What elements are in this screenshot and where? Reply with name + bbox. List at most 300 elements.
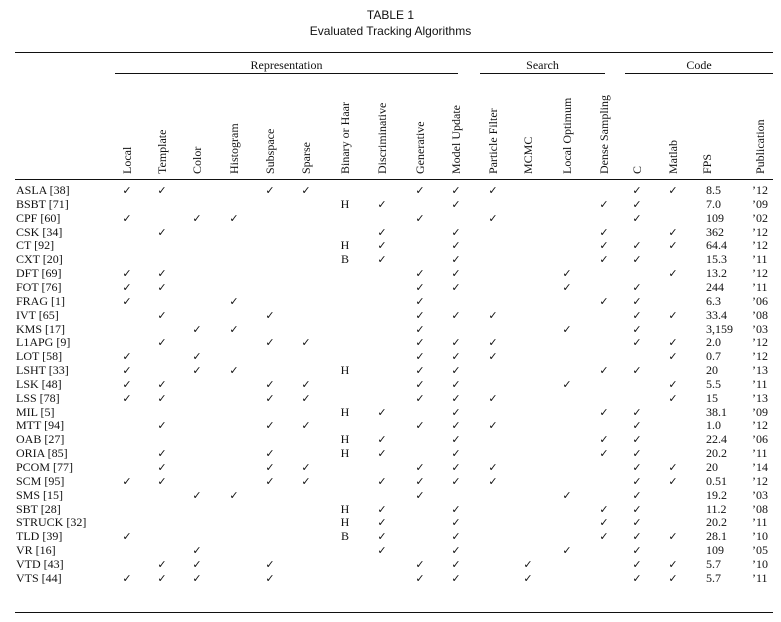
check-icon-histogram: ✓ [229, 294, 239, 308]
fps-value: 11.2 [706, 501, 727, 516]
check-icon-dense-sampling: ✓ [599, 225, 609, 239]
check-icon-matlab: ✓ [668, 225, 678, 239]
check-icon-local: ✓ [122, 377, 132, 391]
check-icon-local: ✓ [122, 391, 132, 405]
check-icon-template: ✓ [157, 377, 167, 391]
check-icon-generative: ✓ [415, 267, 425, 281]
check-icon-model-update: ✓ [451, 419, 461, 433]
check-icon-model-update: ✓ [451, 557, 461, 571]
row-name-vr: VR [16] [16, 543, 56, 558]
check-icon-local: ✓ [122, 294, 132, 308]
check-icon-discriminative: ✓ [377, 239, 387, 253]
group-rule-search [480, 73, 605, 74]
check-icon-c: ✓ [632, 502, 642, 516]
publication-year: ’11 [752, 252, 768, 267]
check-icon-dense-sampling: ✓ [599, 364, 609, 378]
check-icon-c: ✓ [632, 488, 642, 502]
check-icon-model-update: ✓ [451, 364, 461, 378]
check-icon-mcmc: ✓ [523, 571, 533, 585]
publication-year: ’11 [752, 446, 768, 461]
check-icon-subspace: ✓ [265, 557, 275, 571]
publication-year: ’14 [752, 460, 768, 474]
check-icon-sparse: ✓ [301, 474, 311, 488]
check-icon-c: ✓ [632, 461, 642, 474]
check-icon-matlab: ✓ [668, 461, 678, 474]
check-icon-local-optimum: ✓ [562, 544, 572, 558]
check-icon-model-update: ✓ [451, 530, 461, 544]
check-icon-c: ✓ [632, 294, 642, 308]
check-icon-template: ✓ [157, 447, 167, 461]
check-icon-particle-filter: ✓ [488, 211, 498, 225]
cell-binary-or-haar: B [340, 252, 349, 267]
check-icon-color: ✓ [192, 350, 202, 364]
check-icon-model-update: ✓ [451, 516, 461, 530]
check-icon-discriminative: ✓ [377, 405, 387, 419]
check-icon-matlab: ✓ [668, 571, 678, 585]
check-icon-local: ✓ [122, 474, 132, 488]
row-name-lsht: LSHT [33] [16, 363, 69, 378]
check-icon-template: ✓ [157, 336, 167, 350]
check-icon-c: ✓ [632, 530, 642, 544]
check-icon-local: ✓ [122, 211, 132, 225]
publication-year: ’08 [752, 501, 768, 516]
check-icon-color: ✓ [192, 322, 202, 336]
check-icon-subspace: ✓ [265, 391, 275, 405]
check-icon-local: ✓ [122, 280, 132, 294]
check-icon-c: ✓ [632, 516, 642, 530]
check-icon-matlab: ✓ [668, 557, 678, 571]
fps-value: 0.7 [706, 349, 721, 364]
check-icon-c: ✓ [632, 405, 642, 419]
check-icon-c: ✓ [632, 419, 642, 433]
row-name-cxt: CXT [20] [16, 252, 63, 267]
check-icon-histogram: ✓ [229, 488, 239, 502]
check-icon-color: ✓ [192, 557, 202, 571]
column-header-local: Local [120, 146, 134, 174]
check-icon-template: ✓ [157, 280, 167, 294]
publication-year: ’09 [752, 196, 768, 211]
publication-year: ’13 [752, 363, 768, 378]
check-icon-sparse: ✓ [301, 419, 311, 433]
row-name-frag: FRAG [1] [16, 293, 66, 308]
check-icon-generative: ✓ [415, 391, 425, 405]
check-icon-particle-filter: ✓ [488, 184, 498, 197]
column-header-fps: FPS [700, 153, 714, 174]
column-header-model-update: Model Update [449, 105, 463, 174]
check-icon-matlab: ✓ [668, 350, 678, 364]
publication-year: ’02 [752, 210, 768, 225]
check-icon-model-update: ✓ [451, 544, 461, 558]
row-name-oria: ORIA [85] [16, 446, 68, 461]
check-icon-discriminative: ✓ [377, 447, 387, 461]
check-icon-color: ✓ [192, 544, 202, 558]
row-name-struck: STRUCK [32] [16, 515, 87, 530]
check-icon-particle-filter: ✓ [488, 419, 498, 433]
check-icon-model-update: ✓ [451, 253, 461, 267]
publication-year: ’11 [752, 376, 768, 391]
check-icon-local: ✓ [122, 350, 132, 364]
check-icon-c: ✓ [632, 447, 642, 461]
row-name-ct: CT [92] [16, 238, 55, 253]
row-name-mil: MIL [5] [16, 404, 55, 419]
check-icon-subspace: ✓ [265, 377, 275, 391]
fps-value: 1.0 [706, 418, 721, 433]
check-icon-local: ✓ [122, 571, 132, 585]
check-icon-matlab: ✓ [668, 308, 678, 322]
check-icon-c: ✓ [632, 253, 642, 267]
check-icon-matlab: ✓ [668, 267, 678, 281]
fps-value: 22.4 [706, 432, 727, 447]
check-icon-template: ✓ [157, 474, 167, 488]
check-icon-local: ✓ [122, 530, 132, 544]
publication-year: ’12 [752, 335, 768, 350]
check-icon-c: ✓ [632, 184, 642, 197]
column-header-generative: Generative [413, 121, 427, 174]
check-icon-model-update: ✓ [451, 336, 461, 350]
check-icon-template: ✓ [157, 267, 167, 281]
check-icon-subspace: ✓ [265, 336, 275, 350]
check-icon-template: ✓ [157, 557, 167, 571]
check-icon-c: ✓ [632, 557, 642, 571]
check-icon-dense-sampling: ✓ [599, 253, 609, 267]
check-icon-c: ✓ [632, 308, 642, 322]
check-icon-generative: ✓ [415, 364, 425, 378]
check-icon-histogram: ✓ [229, 322, 239, 336]
cell-binary-or-haar: H [340, 363, 350, 378]
column-header-sparse: Sparse [299, 142, 313, 174]
check-icon-local: ✓ [122, 184, 132, 197]
row-name-cpf: CPF [60] [16, 210, 61, 225]
check-icon-subspace: ✓ [265, 461, 275, 474]
check-icon-local-optimum: ✓ [562, 267, 572, 281]
check-icon-c: ✓ [632, 571, 642, 585]
publication-year: ’13 [752, 390, 768, 405]
check-icon-matlab: ✓ [668, 377, 678, 391]
group-rule-representation [115, 73, 458, 74]
check-icon-model-update: ✓ [451, 461, 461, 474]
row-name-bsbt: BSBT [71] [16, 196, 69, 211]
fps-value: 109 [706, 543, 724, 558]
fps-value: 33.4 [706, 307, 727, 322]
check-icon-subspace: ✓ [265, 184, 275, 197]
fps-value: 244 [706, 279, 724, 294]
check-icon-template: ✓ [157, 461, 167, 474]
row-name-sbt: SBT [28] [16, 501, 61, 516]
publication-year: ’05 [752, 543, 768, 558]
check-icon-particle-filter: ✓ [488, 350, 498, 364]
fps-value: 20.2 [706, 446, 727, 461]
fps-value: 15.3 [706, 252, 727, 267]
check-icon-generative: ✓ [415, 419, 425, 433]
publication-year: ’12 [752, 183, 768, 197]
check-icon-c: ✓ [632, 474, 642, 488]
column-header-c: C [630, 165, 644, 174]
check-icon-matlab: ✓ [668, 184, 678, 197]
check-icon-model-update: ✓ [451, 502, 461, 516]
check-icon-template: ✓ [157, 225, 167, 239]
row-name-lot: LOT [58] [16, 349, 63, 364]
check-icon-c: ✓ [632, 322, 642, 336]
row-name-lsk: LSK [48] [16, 376, 62, 391]
group-header-representation: Representation [250, 58, 323, 72]
check-icon-model-update: ✓ [451, 474, 461, 488]
check-icon-histogram: ✓ [229, 364, 239, 378]
check-icon-particle-filter: ✓ [488, 336, 498, 350]
check-icon-template: ✓ [157, 308, 167, 322]
check-icon-dense-sampling: ✓ [599, 530, 609, 544]
check-icon-discriminative: ✓ [377, 516, 387, 530]
fps-value: 64.4 [706, 238, 727, 253]
cell-binary-or-haar: H [340, 432, 350, 447]
row-name-vts: VTS [44] [16, 570, 62, 585]
fps-value: 38.1 [706, 404, 727, 419]
bottom-rule [15, 612, 773, 613]
check-icon-model-update: ✓ [451, 391, 461, 405]
row-name-csk: CSK [34] [16, 224, 63, 239]
publication-year: ’12 [752, 349, 768, 364]
check-icon-c: ✓ [632, 336, 642, 350]
check-icon-generative: ✓ [415, 350, 425, 364]
check-icon-template: ✓ [157, 184, 167, 197]
check-icon-generative: ✓ [415, 211, 425, 225]
check-icon-model-update: ✓ [451, 447, 461, 461]
publication-year: ’12 [752, 473, 768, 488]
check-icon-model-update: ✓ [451, 405, 461, 419]
check-icon-c: ✓ [632, 197, 642, 211]
check-icon-subspace: ✓ [265, 474, 275, 488]
publication-year: ’11 [752, 570, 768, 585]
check-icon-template: ✓ [157, 419, 167, 433]
check-icon-c: ✓ [632, 364, 642, 378]
column-header-particle-filter: Particle Filter [486, 108, 500, 174]
fps-value: 6.3 [706, 293, 721, 308]
group-rule-code [625, 73, 773, 74]
check-icon-dense-sampling: ✓ [599, 239, 609, 253]
check-icon-local: ✓ [122, 364, 132, 378]
fps-value: 7.0 [706, 196, 721, 211]
fps-value: 8.5 [706, 183, 721, 197]
row-name-scm: SCM [95] [16, 473, 65, 488]
check-icon-subspace: ✓ [265, 571, 275, 585]
check-icon-dense-sampling: ✓ [599, 197, 609, 211]
publication-year: ’03 [752, 321, 768, 336]
publication-year: ’10 [752, 556, 768, 571]
cell-binary-or-haar: H [340, 238, 350, 253]
check-icon-subspace: ✓ [265, 447, 275, 461]
check-icon-local-optimum: ✓ [562, 488, 572, 502]
check-icon-c: ✓ [632, 280, 642, 294]
row-name-vtd: VTD [43] [16, 556, 64, 571]
cell-binary-or-haar: H [340, 404, 350, 419]
publication-year: ’12 [752, 266, 768, 281]
check-icon-local-optimum: ✓ [562, 280, 572, 294]
check-icon-sparse: ✓ [301, 184, 311, 197]
publication-year: ’12 [752, 224, 768, 239]
column-header-matlab: Matlab [666, 140, 680, 174]
row-name-lss: LSS [78] [16, 390, 60, 405]
column-header-color: Color [190, 146, 204, 174]
check-icon-discriminative: ✓ [377, 544, 387, 558]
check-icon-dense-sampling: ✓ [599, 502, 609, 516]
check-icon-matlab: ✓ [668, 474, 678, 488]
check-icon-model-update: ✓ [451, 571, 461, 585]
cell-binary-or-haar: B [340, 529, 349, 544]
check-icon-matlab: ✓ [668, 336, 678, 350]
check-icon-local: ✓ [122, 267, 132, 281]
fps-value: 5.5 [706, 376, 721, 391]
check-icon-local-optimum: ✓ [562, 322, 572, 336]
fps-value: 5.7 [706, 556, 721, 571]
publication-year: ’12 [752, 418, 768, 433]
fps-value: 20.2 [706, 515, 727, 530]
check-icon-matlab: ✓ [668, 239, 678, 253]
check-icon-discriminative: ✓ [377, 530, 387, 544]
row-name-kms: KMS [17] [16, 321, 66, 336]
check-icon-color: ✓ [192, 488, 202, 502]
column-header-publication: Publication [753, 119, 767, 174]
fps-value: 5.7 [706, 570, 721, 585]
column-header-discriminative: Discriminative [375, 102, 389, 174]
fps-value: 19.2 [706, 487, 727, 502]
check-icon-generative: ✓ [415, 280, 425, 294]
check-icon-generative: ✓ [415, 557, 425, 571]
check-icon-sparse: ✓ [301, 391, 311, 405]
row-name-asla: ASLA [38] [16, 183, 70, 197]
check-icon-generative: ✓ [415, 308, 425, 322]
check-icon-c: ✓ [632, 433, 642, 447]
cell-binary-or-haar: H [340, 196, 350, 211]
check-icon-model-update: ✓ [451, 197, 461, 211]
check-icon-histogram: ✓ [229, 211, 239, 225]
row-name-dft: DFT [69] [16, 266, 62, 281]
check-icon-template: ✓ [157, 571, 167, 585]
check-icon-c: ✓ [632, 239, 642, 253]
check-icon-model-update: ✓ [451, 377, 461, 391]
fps-value: 13.2 [706, 266, 727, 281]
check-icon-model-update: ✓ [451, 280, 461, 294]
column-header-local-optimum: Local Optimum [560, 97, 574, 174]
check-icon-generative: ✓ [415, 377, 425, 391]
check-icon-model-update: ✓ [451, 225, 461, 239]
check-icon-model-update: ✓ [451, 184, 461, 197]
check-icon-dense-sampling: ✓ [599, 516, 609, 530]
check-icon-discriminative: ✓ [377, 433, 387, 447]
check-icon-generative: ✓ [415, 488, 425, 502]
check-icon-dense-sampling: ✓ [599, 447, 609, 461]
row-name-ivt: IVT [65] [16, 307, 59, 322]
check-icon-generative: ✓ [415, 184, 425, 197]
check-icon-generative: ✓ [415, 336, 425, 350]
check-icon-c: ✓ [632, 211, 642, 225]
check-icon-discriminative: ✓ [377, 225, 387, 239]
check-icon-template: ✓ [157, 391, 167, 405]
check-icon-particle-filter: ✓ [488, 474, 498, 488]
check-icon-subspace: ✓ [265, 419, 275, 433]
check-icon-color: ✓ [192, 571, 202, 585]
check-icon-sparse: ✓ [301, 377, 311, 391]
check-icon-particle-filter: ✓ [488, 308, 498, 322]
column-header-binary-or-haar: Binary or Haar [338, 102, 352, 174]
cell-binary-or-haar: H [340, 501, 350, 516]
publication-year: ’12 [752, 238, 768, 253]
fps-value: 15 [706, 390, 718, 405]
check-icon-color: ✓ [192, 211, 202, 225]
check-icon-subspace: ✓ [265, 308, 275, 322]
fps-value: 2.0 [706, 335, 721, 350]
fps-value: 362 [706, 224, 724, 239]
check-icon-model-update: ✓ [451, 350, 461, 364]
check-icon-color: ✓ [192, 364, 202, 378]
row-name-pcom: PCOM [77] [16, 460, 74, 474]
check-icon-model-update: ✓ [451, 239, 461, 253]
check-icon-discriminative: ✓ [377, 474, 387, 488]
check-icon-dense-sampling: ✓ [599, 405, 609, 419]
fps-value: 3,159 [706, 321, 733, 336]
column-header-histogram: Histogram [227, 123, 241, 174]
column-header-subspace: Subspace [263, 128, 277, 174]
fps-value: 20 [706, 363, 718, 378]
column-header-mcmc: MCMC [521, 136, 535, 174]
fps-value: 28.1 [706, 529, 727, 544]
publication-year: ’09 [752, 404, 768, 419]
check-icon-dense-sampling: ✓ [599, 433, 609, 447]
check-icon-local-optimum: ✓ [562, 377, 572, 391]
row-name-l1apg: L1APG [9] [16, 335, 71, 350]
table-caption: Evaluated Tracking Algorithms [309, 24, 472, 38]
header-rule [15, 179, 773, 180]
check-icon-sparse: ✓ [301, 461, 311, 474]
check-icon-particle-filter: ✓ [488, 391, 498, 405]
table-label: TABLE 1 [366, 8, 415, 22]
publication-year: ’11 [752, 279, 768, 294]
check-icon-discriminative: ✓ [377, 502, 387, 516]
cell-binary-or-haar: H [340, 446, 350, 461]
check-icon-model-update: ✓ [451, 267, 461, 281]
publication-year: ’11 [752, 515, 768, 530]
publication-year: ’10 [752, 529, 768, 544]
publication-year: ’03 [752, 487, 768, 502]
check-icon-generative: ✓ [415, 461, 425, 474]
check-icon-model-update: ✓ [451, 308, 461, 322]
check-icon-generative: ✓ [415, 571, 425, 585]
check-icon-matlab: ✓ [668, 530, 678, 544]
check-icon-matlab: ✓ [668, 391, 678, 405]
row-name-sms: SMS [15] [16, 487, 64, 502]
check-icon-generative: ✓ [415, 294, 425, 308]
check-icon-c: ✓ [632, 544, 642, 558]
row-name-tld: TLD [39] [16, 529, 63, 544]
check-icon-sparse: ✓ [301, 336, 311, 350]
fps-value: 20 [706, 460, 718, 474]
row-name-mtt: MTT [94] [16, 418, 65, 433]
publication-year: ’06 [752, 293, 768, 308]
check-icon-discriminative: ✓ [377, 253, 387, 267]
check-icon-particle-filter: ✓ [488, 461, 498, 474]
publication-year: ’06 [752, 432, 768, 447]
check-icon-generative: ✓ [415, 322, 425, 336]
check-icon-mcmc: ✓ [523, 557, 533, 571]
column-header-template: Template [155, 129, 169, 174]
group-header-code: Code [686, 58, 712, 72]
check-icon-model-update: ✓ [451, 433, 461, 447]
publication-year: ’08 [752, 307, 768, 322]
row-name-fot: FOT [76] [16, 279, 62, 294]
fps-value: 0.51 [706, 473, 727, 488]
check-icon-discriminative: ✓ [377, 197, 387, 211]
top-rule [15, 52, 773, 53]
column-header-dense-sampling: Dense Sampling [597, 95, 611, 174]
group-header-search: Search [526, 58, 559, 72]
